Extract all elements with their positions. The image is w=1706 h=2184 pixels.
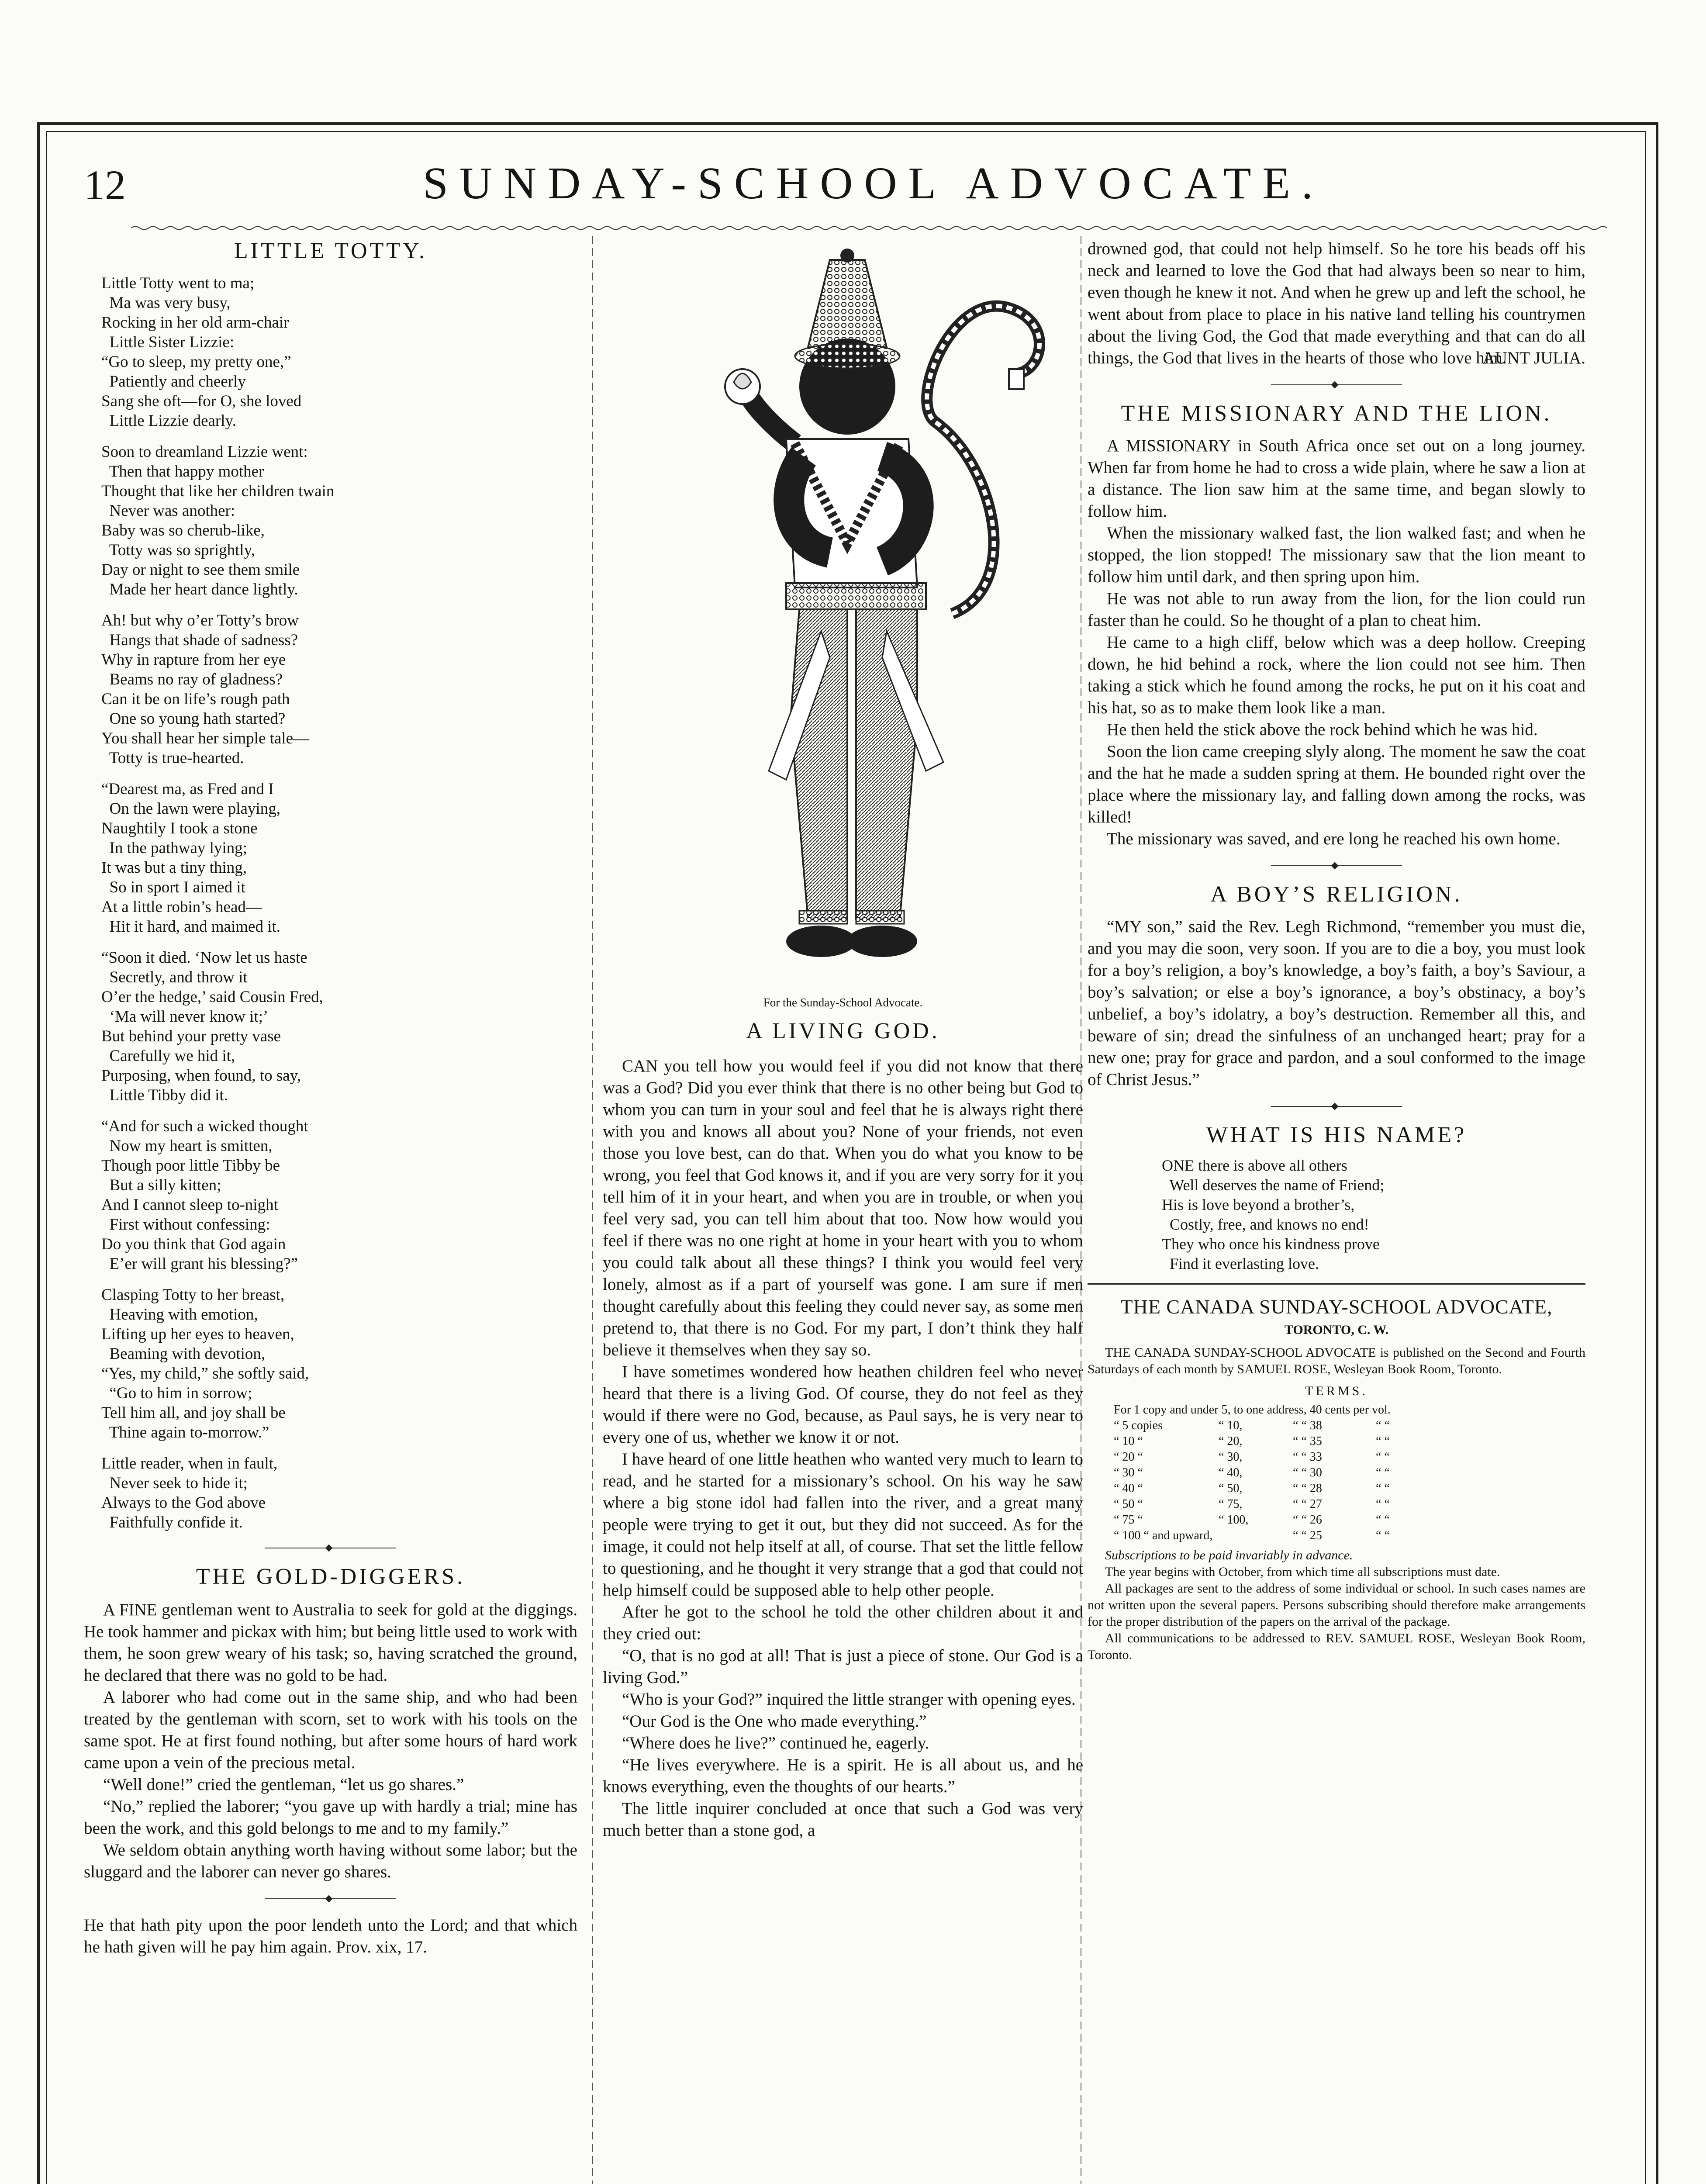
poem-line: Little reader, when in fault, [101, 1455, 278, 1472]
poem-line: “Go to him in sorrow; [101, 1384, 252, 1402]
poem-line: “Soon it died. ‘Now let us haste [101, 949, 307, 967]
canada-notice-notes [1088, 1547, 1585, 1663]
terms-cell: “ 100, [1219, 1513, 1249, 1527]
poem-line: Find it everlasting love. [1162, 1255, 1319, 1272]
notice-rule [1088, 1283, 1585, 1287]
poem-line: Patiently and cheerly [101, 373, 246, 390]
terms-cell: “ “ [1376, 1482, 1390, 1495]
poem-line: Thine again to-morrow.” [101, 1424, 269, 1441]
poem-line: In the pathway lying; [101, 839, 247, 857]
his-name-title: WHAT IS HIS NAME? [1206, 1123, 1467, 1147]
poem-line: Naughtily I took a stone [101, 819, 258, 837]
canada-notice-intro-block [1088, 1344, 1585, 1378]
boys-religion-text [1088, 916, 1585, 1091]
poem-stanza [101, 1116, 577, 1274]
terms-cell: “ “ 35 [1293, 1434, 1322, 1448]
paragraph: I have heard of one little heathen who wanted very much to learn to read, and he started for a missionary’s school. On his way he saw where a big stone idol had fallen into the river, and a great many people were trying to get it out, but they did not succeed. As for the image, it could not help itself at all, of course. That set the little fellow to questioning, and he thought it very strange that a god that could not help himself could be supposed able to help other people. [603, 1450, 1083, 1600]
poem-line: Little Totty went to ma; [101, 274, 255, 292]
paragraph: “No,” replied the laborer; “you gave up with hardly a trial; mine has been the work, and this gold belongs to me and to my family.” [84, 1797, 577, 1838]
terms-title: TERMS. [1305, 1384, 1368, 1398]
terms-cell: “ “ 25 [1293, 1529, 1322, 1542]
terms-cell: “ “ [1376, 1434, 1390, 1448]
poem-line: Do you think that God again [101, 1235, 286, 1253]
poem-line: Though poor little Tibby be [101, 1157, 280, 1175]
canada-notice-title: THE CANADA SUNDAY-SCHOOL ADVOCATE, [1120, 1296, 1553, 1318]
poem-line: On the lawn were playing, [101, 800, 280, 818]
paragraph: A laborer who had come out in the same ship, and who had been treated by the gentleman with scorn, set to work with his tools on the same spot. He at first found nothing, but after some hours of hard work came upon a vein of the precious metal. [84, 1688, 577, 1772]
poem-line: Carefully we hid it, [101, 1047, 235, 1065]
paragraph: “Who is your God?” inquired the little stranger with opening eyes. [622, 1690, 1076, 1709]
poem-line: Little Sister Lizzie: [101, 333, 235, 351]
poem-line: Costly, free, and knows no end! [1162, 1216, 1369, 1233]
terms-row [1114, 1434, 1585, 1449]
terms-row [1114, 1402, 1585, 1418]
paragraph: He came to a high cliff, below which was a deep hollow. Creeping down, he hid behind a rock, where the lion could not see him. Then taking a stick which he found among the rocks, he put on it his coat and his hat, so as to make them look like a man. [1088, 633, 1585, 717]
proverb-block [84, 1914, 577, 1958]
terms-cell: “ 50 “ [1114, 1497, 1143, 1511]
paragraph: He was not able to run away from the lion, for the lion could run faster than he could. So he thought of a plan to cheat him. [1088, 589, 1585, 630]
terms-row [1114, 1512, 1585, 1528]
poem-line: Sang she oft—for O, she loved [101, 392, 302, 410]
terms-cell: “ 40, [1219, 1466, 1243, 1479]
terms-row [1114, 1528, 1585, 1544]
poem-stanza [101, 273, 577, 431]
terms-cell: “ “ [1376, 1466, 1390, 1479]
author-signature: AUNT JULIA. [1482, 349, 1585, 367]
advance-note: Subscriptions to be paid invariably in advance. [1105, 1548, 1353, 1562]
section-separator [1271, 381, 1402, 388]
paragraph: “MY son,” said the Rev. Legh Richmond, “remember you must die, and you may die soon, very soon. If you are to die a boy, you must look for a boy’s religion, a boy’s knowledge, a boy’s faith, a boy’s Saviour, a boy’s salvation; or else a boy’s ignorance, a boy’s obstinacy, a boy’s unbelief, a boy’s idolatry, a boy’s destruction. Remember all this, and beware of sin; dread the sinfulness of an unchanged heart; pray for a new one; pray for grace and pardon, and a soul conformed to the image of Christ Jesus.” [1088, 917, 1585, 1089]
terms-cell: “ 30, [1219, 1450, 1243, 1464]
paragraph: CAN you tell how you would feel if you did not know that there was a God? Did you ever think that there is no other being but God to whom you can turn in your soul and feel that he is always right there with you and knows all about you? None of your friends, not even those you love best, can do that. When you do what you know to be wrong, you feel that God knows it, and if you are very sorry for it you tell him of it in your heart, and when you are in trouble, or when you feel very sad, you can tell him about that too. Now how would you feel if there was no one right at home in your heart with you to whom you could talk about all these things? I think you would feel very lonely, almost as if a part of yourself was gone. I am sure if men thought carefully about this feeling they could never say, as some men pretend to, that there is no God. For my part, I don’t think they half believe it themselves when they say so. [603, 1057, 1083, 1359]
canada-notice-intro: THE CANADA SUNDAY-SCHOOL ADVOCATE is published on the Second and Fourth Saturdays of each month by SAMUEL ROSE, Wesleyan Book Room, Toronto. [1088, 1345, 1585, 1376]
poem-line: Ma was very busy, [101, 294, 231, 312]
poem-line: At a little robin’s head— [101, 898, 262, 916]
poem-line: You shall hear her simple tale— [101, 729, 310, 747]
hindu-idol-illustration [603, 238, 1083, 1055]
terms-table [1114, 1402, 1585, 1544]
terms-row [1114, 1496, 1585, 1512]
little-totty-title: LITTLE TOTTY. [234, 238, 427, 263]
poem-line: His is love beyond a brother’s, [1162, 1196, 1355, 1213]
poem-line: First without confessing: [101, 1216, 270, 1234]
poem-line: It was but a tiny thing, [101, 859, 247, 877]
poem-line: “And for such a wicked thought [101, 1117, 308, 1135]
poem-line: “Dearest ma, as Fred and I [101, 780, 274, 798]
living-god-continuation [1088, 238, 1585, 369]
terms-row [1114, 1449, 1585, 1465]
poem-stanza [101, 948, 577, 1105]
notice-note: The year begins with October, from which time all subscriptions must date. [1105, 1565, 1500, 1579]
poem-line: Day or night to see them smile [101, 561, 300, 579]
column-middle [603, 238, 1083, 2184]
paragraph: After he got to the school he told the other children about it and they cried out: [603, 1603, 1083, 1643]
column-left [84, 238, 577, 2184]
paragraph: The missionary was saved, and ere long he reached his own home. [1107, 829, 1561, 848]
poem-line: Can it be on life’s rough path [101, 690, 290, 708]
poem-line: O’er the hedge,’ said Cousin Fred, [101, 988, 323, 1006]
poem-line: “Go to sleep, my pretty one,” [101, 353, 291, 371]
poem-line: Well deserves the name of Friend; [1162, 1176, 1385, 1194]
notice-note: All communications to be addressed to REV. SAMUEL ROSE, Wesleyan Book Room, Toronto. [1088, 1631, 1585, 1662]
terms-cell: “ 10, [1219, 1419, 1243, 1432]
poem-line: E’er will grant his blessing?” [101, 1255, 298, 1273]
notes-list [1088, 1564, 1585, 1663]
poem-line: Totty was so sprightly, [101, 541, 256, 559]
terms-cell: “ “ 26 [1293, 1513, 1322, 1527]
terms-cell: “ 75, [1219, 1497, 1243, 1511]
poem-line: Totty is true-hearted. [101, 749, 244, 767]
section-separator [1271, 1103, 1402, 1110]
paragraph: A FINE gentleman went to Australia to seek for gold at the diggings. He took hammer and pickax with him; but being little used to work with them, he soon grew weary of his task; so, having scratched the ground, he declared that there was no gold to be had. [84, 1600, 577, 1685]
poem-stanza [101, 1454, 577, 1532]
poem-line: Rocking in her old arm-chair [101, 314, 289, 332]
terms-cell: “ 30 “ [1114, 1466, 1143, 1479]
paragraph: The little inquirer concluded at once that such a God was very much better than a stone god, a [603, 1799, 1083, 1840]
paragraph: “Well done!” cried the gentleman, “let us go shares.” [103, 1775, 464, 1794]
poem-line: Purposing, when found, to say, [101, 1067, 301, 1085]
paragraph: “He lives everywhere. He is a spirit. He is all about us, and he knows everything, even the thoughts of our hearts.” [603, 1755, 1083, 1796]
poem-line: Never was another: [101, 502, 235, 520]
section-separator [265, 1545, 396, 1552]
terms-cell: “ “ 28 [1293, 1482, 1322, 1495]
poem-line: Soon to dreamland Lizzie went: [101, 443, 308, 461]
terms-cell: “ 20, [1219, 1434, 1243, 1448]
poem-line: Never seek to hide it; [101, 1474, 248, 1492]
poem-line: Little Tibby did it. [101, 1086, 228, 1104]
poem-line: Baby was so cherub-like, [101, 522, 265, 539]
terms-row [1114, 1465, 1585, 1481]
boys-religion-title: A BOY’S RELIGION. [1210, 882, 1463, 907]
poem-line: Ah! but why o’er Totty’s brow [101, 612, 299, 629]
poem-line: Hangs that shade of sadness? [101, 631, 298, 649]
poem-line: Hit it hard, and maimed it. [101, 918, 280, 936]
poem-line: ‘Ma will never know it;’ [101, 1008, 269, 1026]
poem-line: Then that happy mother [101, 463, 264, 480]
terms-row [1114, 1418, 1585, 1434]
terms-cell: “ “ [1376, 1450, 1390, 1464]
poem-line: Heaving with emotion, [101, 1306, 258, 1324]
paragraph: When the missionary walked fast, the lion walked fast; and when he stopped, the lion stopped! The missionary saw that the lion meant to follow him until dark, and then spring upon him. [1088, 524, 1585, 586]
terms-cell: “ “ 38 [1293, 1419, 1322, 1432]
gold-diggers-text [84, 1599, 577, 1883]
section-separator [1271, 862, 1402, 869]
column-divider-1 [590, 236, 596, 2184]
living-god-text [603, 1055, 1083, 1842]
terms-cell: “ 50, [1219, 1482, 1243, 1495]
gold-diggers-title: THE GOLD-DIGGERS. [196, 1564, 466, 1589]
living-god-continuation-text: drowned god, that could not help himself. So he tore his beads off his neck and learned to love the God that had always been so near to him, even though he knew it not. And when he grew up and left the school, he went about from place to place in his native land telling his countrymen about the living God, the God that made everything and that can do all things, the God that lives in the hearts of those who love him. [1088, 239, 1585, 367]
paragraph: I have sometimes wondered how heathen children feel who never heard that there is a living God. Of course, they do not feel as they would if there were no God, because, as Paul says, he is very near to every one of us, whether we know it or not. [603, 1362, 1083, 1447]
his-name-poem [1162, 1156, 1585, 1274]
poem-line: Always to the God above [101, 1494, 266, 1512]
notice-note: All packages are sent to the address of some individual or school. In such cases names are not written upon the several papers. Persons subscribing should therefore make arrangements for the proper distribution of the papers on the arrival of the package. [1088, 1581, 1585, 1629]
canada-notice-place: TORONTO, C. W. [1284, 1323, 1389, 1337]
poem-line: Made her heart dance lightly. [101, 581, 298, 598]
section-separator [265, 1895, 396, 1902]
masthead-title: SUNDAY-SCHOOL ADVOCATE. [423, 158, 1324, 208]
illustration-caption: For the Sunday-School Advocate. [763, 996, 923, 1009]
terms-cell: “ 100 “ and upward, [1114, 1529, 1213, 1542]
paragraph: “Our God is the One who made everything.” [622, 1712, 927, 1731]
terms-cell: “ “ 33 [1293, 1450, 1322, 1464]
terms-cell: “ “ [1376, 1529, 1390, 1542]
terms-cell: “ 10 “ [1114, 1434, 1143, 1448]
terms-cell: “ “ 27 [1293, 1497, 1322, 1511]
terms-cell [1219, 1528, 1293, 1544]
poem-line: One so young hath started? [101, 710, 286, 728]
living-god-title: A LIVING GOD. [746, 1019, 940, 1044]
terms-cell: “ 40 “ [1114, 1482, 1143, 1495]
terms-cell: “ 75 “ [1114, 1513, 1143, 1527]
terms-row [1114, 1481, 1585, 1496]
missionary-lion-title: THE MISSIONARY AND THE LION. [1121, 401, 1552, 426]
paragraph: We seldom obtain anything worth having without some labor; but the sluggard and the laborer can never go shares. [84, 1841, 577, 1881]
paragraph: He then held the stick above the rock behind which he was hid. [1107, 720, 1538, 739]
poem-line: Beaming with devotion, [101, 1345, 266, 1363]
poem-line: Thought that like her children twain [101, 482, 335, 500]
poem-line: Clasping Totty to her breast, [101, 1286, 285, 1304]
poem-line: Lifting up her eyes to heaven, [101, 1325, 294, 1343]
poem-stanza [101, 611, 577, 768]
page-number: 12 [84, 162, 126, 208]
paragraph: “O, that is no god at all! That is just a piece of stone. Our God is a living God.” [603, 1646, 1083, 1687]
poem-line: Now my heart is smitten, [101, 1137, 273, 1155]
poem-line: “Yes, my child,” she softly said, [101, 1365, 309, 1382]
paragraph: A MISSIONARY in South Africa once set out on a long journey. When far from home he had to cross a wide plain, where he saw a lion at a distance. The lion saw him at the same time, and began slowly to follow him. [1088, 436, 1585, 521]
paragraph: “Where does he live?” continued he, eagerly. [622, 1734, 929, 1752]
terms-cell: For 1 copy and under 5, to one address, 40 cents per vol. [1114, 1403, 1391, 1417]
poem-line: But behind your pretty vase [101, 1027, 281, 1045]
poem-line: Faithfully confide it. [101, 1514, 243, 1531]
terms-cell: “ “ [1376, 1497, 1390, 1511]
missionary-lion-text [1088, 435, 1585, 850]
column-right [1088, 238, 1585, 2184]
poem-stanza [101, 779, 577, 936]
poem-line: ONE there is above all others [1162, 1157, 1347, 1174]
poem-line: And I cannot sleep to-night [101, 1196, 278, 1214]
paragraph: Soon the lion came creeping slyly along. The moment he saw the coat and the hat he made a sudden spring at them. He bounded right over the place where the missionary lay, and falling down among the rocks, was killed! [1088, 742, 1585, 826]
poem-line: But a silly kitten; [101, 1176, 221, 1194]
poem-line: Tell him all, and joy shall be [101, 1404, 286, 1422]
terms-cell: “ 20 “ [1114, 1450, 1143, 1464]
poem-line: Secretly, and throw it [101, 968, 248, 986]
little-totty-poem [101, 273, 577, 1532]
poem-line: Why in rapture from her eye [101, 651, 286, 669]
terms-cell: “ “ [1376, 1419, 1390, 1432]
terms-cell: “ “ [1376, 1513, 1390, 1527]
poem-stanza [101, 1285, 577, 1442]
poem-stanza [101, 442, 577, 599]
poem-line: So in sport I aimed it [101, 878, 245, 896]
header-wavy-rule [131, 225, 1607, 231]
terms-cell: “ 5 copies [1114, 1419, 1163, 1432]
terms-cell: “ “ 30 [1293, 1466, 1322, 1479]
poem-line: Beams no ray of gladness? [101, 670, 283, 688]
proverb-text: He that hath pity upon the poor lendeth unto the Lord; and that which he hath given will he pay him again. Prov. xix, 17. [84, 1916, 577, 1956]
poem-line: They who once his kindness prove [1162, 1235, 1380, 1253]
poem-line: Little Lizzie dearly. [101, 412, 236, 430]
